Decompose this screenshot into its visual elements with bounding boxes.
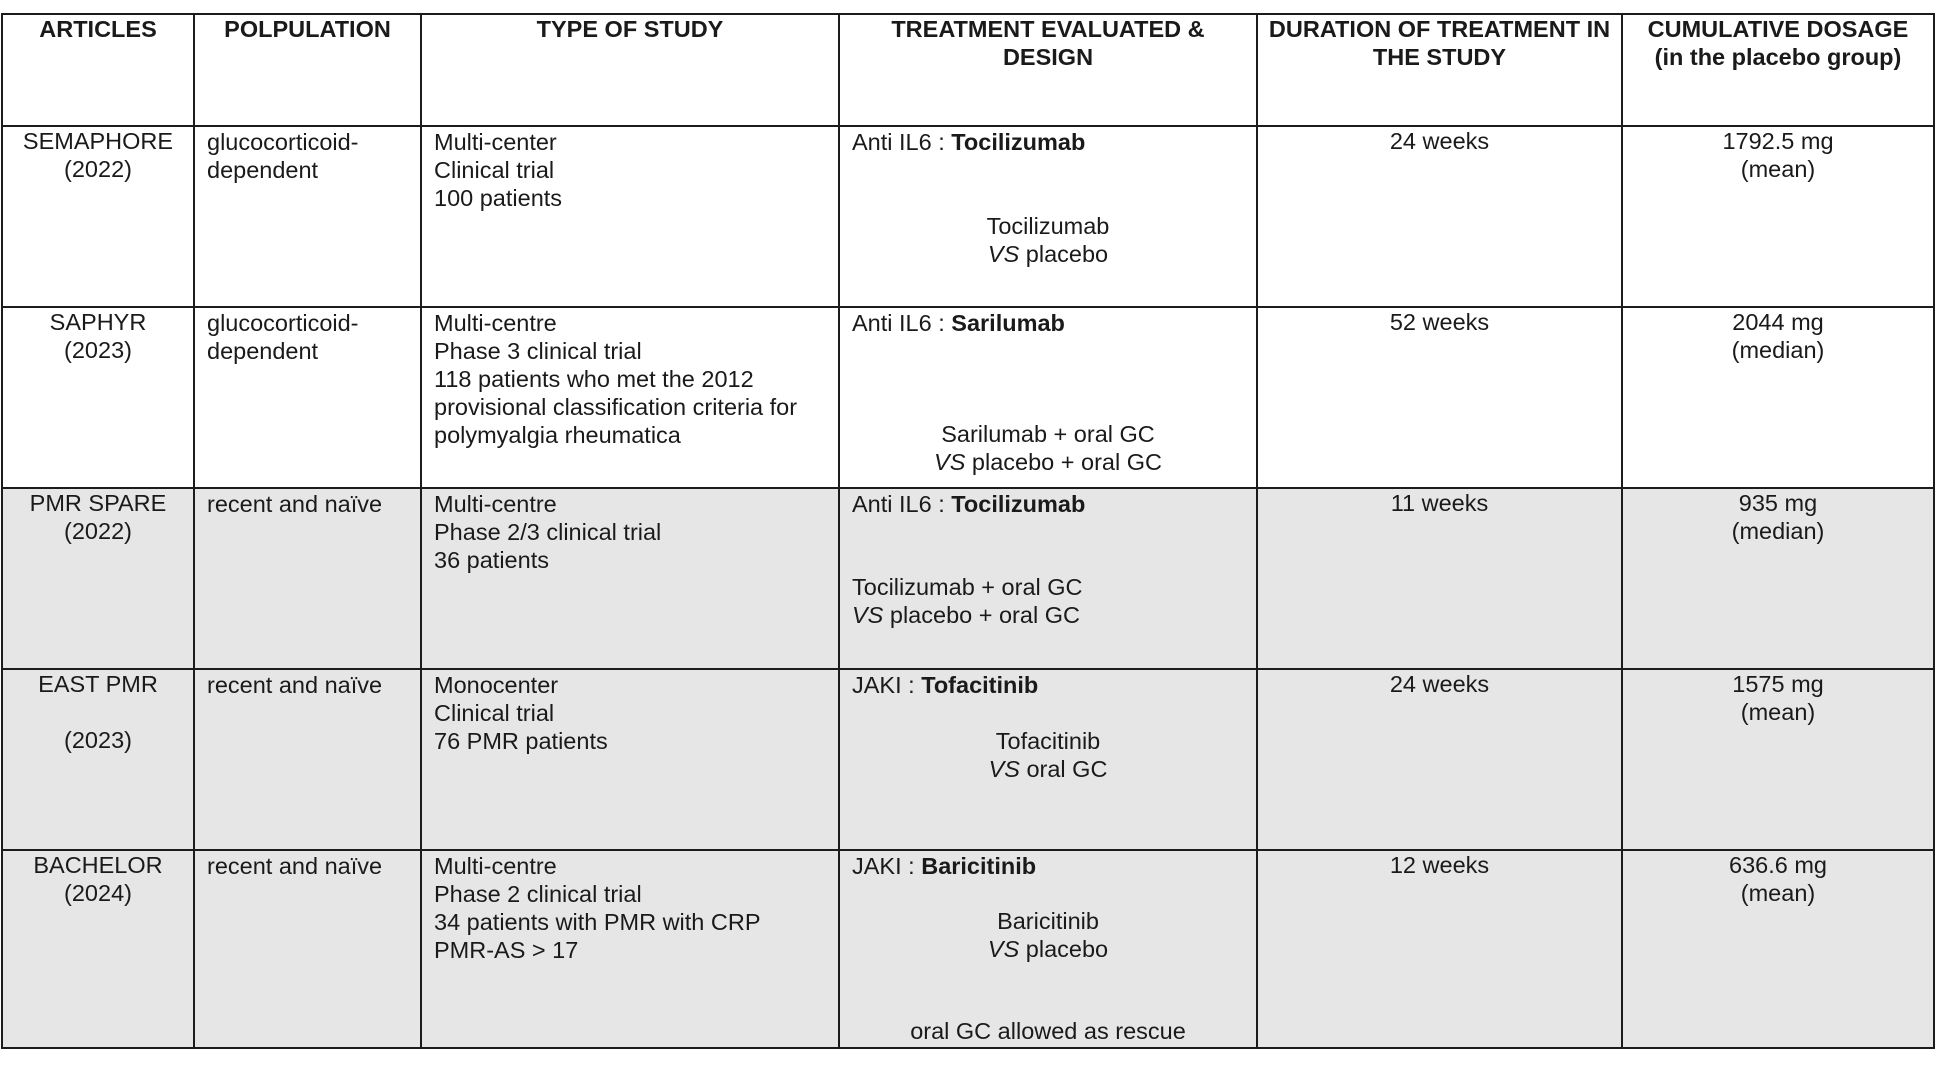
duration-cell: 11 weeks bbox=[1257, 488, 1622, 669]
treatment-heading bbox=[840, 670, 1256, 699]
article-year: (2023) bbox=[64, 727, 132, 753]
header-duration: DURATION OF TREATMENT IN THE STUDY bbox=[1257, 14, 1622, 126]
study-line: 36 patients bbox=[434, 547, 549, 573]
table-row bbox=[2, 307, 1934, 488]
treatment-heading bbox=[840, 308, 1256, 337]
treatment-drug: Tocilizumab bbox=[951, 129, 1086, 155]
comparator-text: placebo bbox=[1019, 936, 1109, 962]
treatment-class: Anti IL6 : bbox=[852, 310, 952, 336]
design-comparator bbox=[852, 601, 1256, 629]
table-row bbox=[2, 669, 1934, 850]
study-line: 76 PMR patients bbox=[434, 728, 608, 754]
treatment-heading bbox=[840, 851, 1256, 880]
design-arm: Tocilizumab + oral GC bbox=[852, 574, 1083, 600]
header-cumulative-dosage bbox=[1622, 14, 1934, 126]
study-line: 34 patients with PMR with CRP bbox=[434, 909, 761, 935]
header-articles: ARTICLES bbox=[2, 14, 194, 126]
study-line: Multi-centre bbox=[434, 310, 557, 336]
treatment-class: Anti IL6 : bbox=[852, 491, 952, 517]
treatment-design bbox=[840, 573, 1256, 629]
population-cell: glucocorticoid-dependent bbox=[194, 307, 421, 488]
treatment-design bbox=[840, 212, 1256, 268]
study-cell bbox=[421, 850, 839, 1048]
dosage-cell bbox=[1622, 126, 1934, 307]
article-cell bbox=[2, 850, 194, 1048]
treatment-drug: Tofacitinib bbox=[921, 672, 1039, 698]
vs-label: VS bbox=[988, 756, 1020, 782]
dosage-value: 2044 mg bbox=[1732, 309, 1824, 335]
treatment-cell bbox=[839, 126, 1257, 307]
comparator-text: placebo + oral GC bbox=[883, 602, 1080, 628]
dosage-value: 935 mg bbox=[1738, 490, 1818, 516]
study-line: 100 patients bbox=[434, 185, 563, 211]
dosage-value: 1575 mg bbox=[1732, 671, 1824, 697]
vs-label: VS bbox=[852, 602, 884, 628]
study-line: Clinical trial bbox=[434, 700, 555, 726]
header-population: POLPULATION bbox=[194, 14, 421, 126]
article-year: (2024) bbox=[64, 880, 132, 906]
design-arm: Tofacitinib bbox=[995, 728, 1101, 754]
dosage-stat: (mean) bbox=[1740, 699, 1816, 725]
treatment-class: Anti IL6 : bbox=[852, 129, 952, 155]
population-cell: recent and naïve bbox=[194, 488, 421, 669]
header-type-of-study: TYPE OF STUDY bbox=[421, 14, 839, 126]
dosage-stat: (median) bbox=[1731, 337, 1825, 363]
dosage-cell bbox=[1622, 669, 1934, 850]
design-arm: Baricitinib bbox=[997, 908, 1099, 934]
table-row bbox=[2, 850, 1934, 1048]
design-comparator bbox=[840, 240, 1256, 268]
article-cell bbox=[2, 307, 194, 488]
study-cell bbox=[421, 307, 839, 488]
dosage-stat: (mean) bbox=[1740, 880, 1816, 906]
article-cell bbox=[2, 126, 194, 307]
treatment-drug: Tocilizumab bbox=[951, 491, 1086, 517]
duration-cell: 24 weeks bbox=[1257, 669, 1622, 850]
article-year: (2022) bbox=[64, 156, 132, 182]
study-line: Phase 2 clinical trial bbox=[434, 881, 642, 907]
table-row bbox=[2, 126, 1934, 307]
duration-cell: 52 weeks bbox=[1257, 307, 1622, 488]
vs-label: VS bbox=[987, 241, 1020, 267]
comparator-text: placebo + oral GC bbox=[965, 449, 1162, 475]
treatment-cell bbox=[839, 307, 1257, 488]
study-cell bbox=[421, 669, 839, 850]
duration-cell: 24 weeks bbox=[1257, 126, 1622, 307]
treatment-design bbox=[840, 727, 1256, 783]
studies-table bbox=[1, 13, 1935, 1049]
header-cumulative-dosage-title: CUMULATIVE DOSAGE bbox=[1647, 16, 1909, 42]
population-cell: glucocorticoid-dependent bbox=[194, 126, 421, 307]
table-row bbox=[2, 488, 1934, 669]
study-line: Multi-centre bbox=[434, 491, 557, 517]
treatment-cell bbox=[839, 488, 1257, 669]
duration-cell: 12 weeks bbox=[1257, 850, 1622, 1048]
design-note: oral GC allowed as rescue bbox=[910, 1018, 1186, 1044]
treatment-cell bbox=[839, 669, 1257, 850]
design-arm: Sarilumab + oral GC bbox=[941, 421, 1155, 447]
article-name: SAPHYR bbox=[49, 309, 147, 335]
article-name: BACHELOR bbox=[33, 852, 163, 878]
study-line: Multi-center bbox=[434, 129, 557, 155]
article-year: (2022) bbox=[64, 518, 132, 544]
comparator-text: placebo bbox=[1019, 241, 1109, 267]
treatment-design bbox=[840, 420, 1256, 476]
design-comparator bbox=[840, 755, 1256, 783]
article-name: SEMAPHORE bbox=[22, 128, 174, 154]
vs-label: VS bbox=[987, 936, 1020, 962]
header-row bbox=[2, 14, 1934, 126]
design-comparator bbox=[840, 448, 1256, 476]
study-cell bbox=[421, 488, 839, 669]
study-line: Phase 2/3 clinical trial bbox=[434, 519, 662, 545]
article-cell bbox=[2, 488, 194, 669]
comparator-text: oral GC bbox=[1019, 756, 1108, 782]
dosage-stat: (median) bbox=[1731, 518, 1825, 544]
treatment-drug: Baricitinib bbox=[921, 853, 1037, 879]
dosage-stat: (mean) bbox=[1740, 156, 1816, 182]
vs-label: VS bbox=[934, 449, 966, 475]
study-line: PMR-AS > 17 bbox=[434, 937, 579, 963]
design-arm: Tocilizumab bbox=[986, 213, 1110, 239]
article-name: PMR SPARE bbox=[29, 490, 167, 516]
study-cell bbox=[421, 126, 839, 307]
study-line: 118 patients who met the 2012 provisional classification criteria for polymyalgia rheumatica bbox=[434, 366, 798, 448]
dosage-value: 636.6 mg bbox=[1729, 852, 1827, 878]
dosage-value: 1792.5 mg bbox=[1722, 128, 1834, 154]
study-line: Clinical trial bbox=[434, 157, 555, 183]
treatment-drug: Sarilumab bbox=[951, 310, 1065, 336]
dosage-cell bbox=[1622, 850, 1934, 1048]
treatment-cell bbox=[839, 850, 1257, 1048]
header-cumulative-dosage-sub: (in the placebo group) bbox=[1654, 44, 1902, 70]
treatment-class: JAKI : bbox=[852, 853, 922, 879]
treatment-heading bbox=[840, 127, 1256, 156]
treatment-heading bbox=[840, 489, 1256, 518]
design-comparator bbox=[840, 935, 1256, 963]
dosage-cell bbox=[1622, 307, 1934, 488]
article-cell bbox=[2, 669, 194, 850]
study-line: Phase 3 clinical trial bbox=[434, 338, 642, 364]
population-cell: recent and naïve bbox=[194, 669, 421, 850]
header-treatment: TREATMENT EVALUATED & DESIGN bbox=[839, 14, 1257, 126]
population-cell: recent and naïve bbox=[194, 850, 421, 1048]
treatment-design bbox=[840, 907, 1256, 963]
article-year: (2023) bbox=[64, 337, 132, 363]
treatment-class: JAKI : bbox=[852, 672, 922, 698]
study-line: Monocenter bbox=[434, 672, 559, 698]
article-name: EAST PMR bbox=[38, 671, 158, 697]
dosage-cell bbox=[1622, 488, 1934, 669]
study-line: Multi-centre bbox=[434, 853, 557, 879]
